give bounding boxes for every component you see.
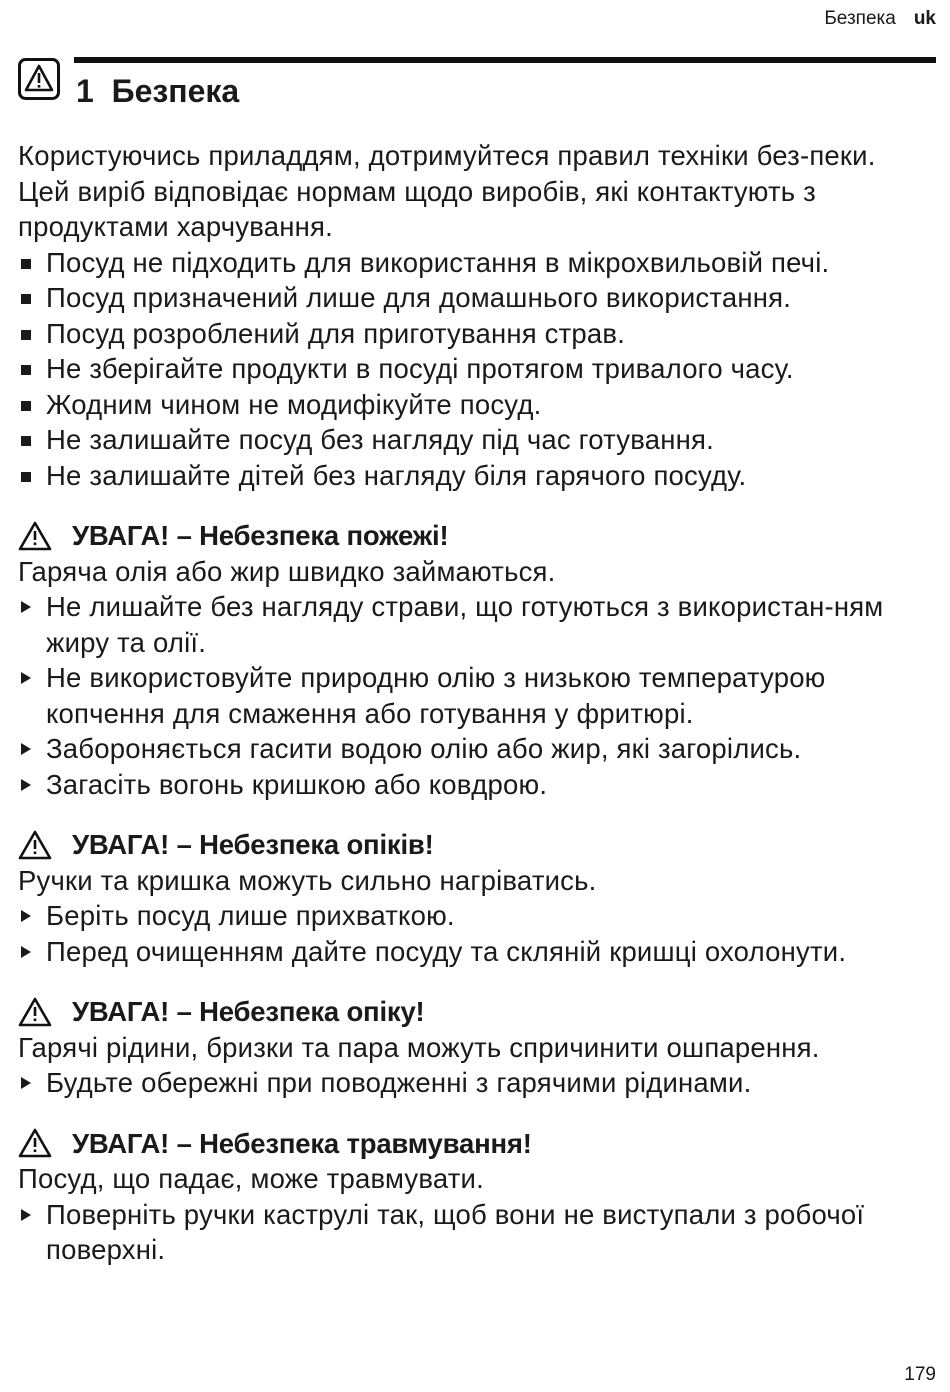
- arrow-bullet-icon: [21, 1209, 31, 1221]
- header-section: Безпека: [824, 8, 896, 29]
- list-item: Будьте обережні при поводженні з гарячими рідинами.: [18, 1065, 936, 1101]
- list-item: Поверніть ручки каструлі так, щоб вони не виступали з робочої поверхні.: [18, 1197, 936, 1268]
- list-item: Не залишайте посуд без нагляду під час готування.: [18, 422, 936, 458]
- list-item: Не зберігайте продукти в посуді протягом тривалого часу.: [18, 351, 936, 387]
- list-item: Не використовуйте природню олію з низькою температурою копчення для смаження або готування у фритюрі.: [18, 660, 936, 731]
- section-title: Безпека: [111, 73, 240, 109]
- list-item: Не лишайте без нагляду страви, що готуються з використан-ням жиру та олії.: [18, 589, 936, 660]
- warning-triangle-icon: [18, 997, 52, 1027]
- warning-triangle-icon: [18, 521, 52, 551]
- warning-text: Гаряча олія або жир швидко займаються.: [18, 555, 556, 587]
- square-bullet-icon: [21, 472, 31, 482]
- running-header: [824, 8, 936, 30]
- list-item: Посуд розроблений для приготування страв.: [18, 316, 936, 352]
- arrow-bullet-icon: [21, 743, 31, 755]
- warning-steps: [18, 1065, 936, 1101]
- page-number: 179: [904, 1364, 936, 1385]
- arrow-bullet-icon: [21, 779, 31, 791]
- warning-steps: [18, 898, 936, 969]
- header-rule: [74, 57, 936, 63]
- list-item: Посуд не підходить для використання в мікрохвильовій печі.: [18, 245, 936, 281]
- square-bullet-icon: [21, 436, 31, 446]
- arrow-bullet-icon: [21, 1077, 31, 1089]
- warning-text: Посуд, що падає, може травмувати.: [18, 1163, 484, 1194]
- arrow-bullet-icon: [21, 946, 31, 958]
- warning-box-icon: [18, 58, 60, 100]
- square-bullet-icon: [21, 294, 31, 304]
- warning-steps: [18, 1197, 936, 1268]
- warning-steps: [18, 589, 936, 802]
- warning-text: Гарячі рідини, бризки та пара можуть спричинити ошпарення.: [18, 1031, 820, 1063]
- header-language: uk: [913, 8, 936, 29]
- intro-paragraph: Цей виріб відповідає нормам щодо виробів, які контактують з продуктами харчування.: [18, 175, 816, 242]
- page-content: [18, 138, 936, 1268]
- section-number: 1: [76, 73, 94, 109]
- warning-title: УВАГА! – Небезпека опіків!: [18, 827, 936, 863]
- list-item: Не залишайте дітей без нагляду біля гарячого посуду.: [18, 458, 936, 494]
- square-bullet-icon: [21, 365, 31, 375]
- warning-fire: [18, 518, 936, 802]
- square-bullet-icon: [21, 330, 31, 340]
- warning-triangle-icon: [18, 830, 52, 860]
- list-item: Жодним чином не модифікуйте посуд.: [18, 387, 936, 423]
- list-item: Посуд призначений лише для домашнього використання.: [18, 280, 936, 316]
- section-heading: [76, 73, 239, 110]
- warning-title: УВАГА! – Небезпека пожежі!: [18, 518, 936, 554]
- square-bullet-icon: [21, 259, 31, 269]
- arrow-bullet-icon: [21, 601, 31, 613]
- warning-title: УВАГА! – Небезпека опіку!: [18, 994, 936, 1030]
- warning-scald: [18, 994, 936, 1101]
- warning-text: Ручки та кришка можуть сильно нагріватись.: [18, 864, 597, 896]
- warning-injury: [18, 1126, 936, 1268]
- list-item: Перед очищенням дайте посуду та скляній кришці охолонути.: [18, 934, 936, 970]
- list-item: Загасіть вогонь кришкою або ковдрою.: [18, 767, 936, 803]
- list-item: Беріть посуд лише прихваткою.: [18, 898, 936, 934]
- safety-list: [18, 245, 936, 494]
- list-item: Забороняється гасити водою олію або жир, які загорілись.: [18, 731, 936, 767]
- arrow-bullet-icon: [21, 672, 31, 684]
- square-bullet-icon: [21, 401, 31, 411]
- warning-triangle-icon: [18, 1128, 52, 1158]
- intro-paragraph: Користуючись приладдям, дотримуйтеся правил техніки без-пеки.: [18, 140, 876, 171]
- warning-title: УВАГА! – Небезпека травмування!: [18, 1126, 936, 1162]
- arrow-bullet-icon: [21, 910, 31, 922]
- warning-burns: [18, 827, 936, 969]
